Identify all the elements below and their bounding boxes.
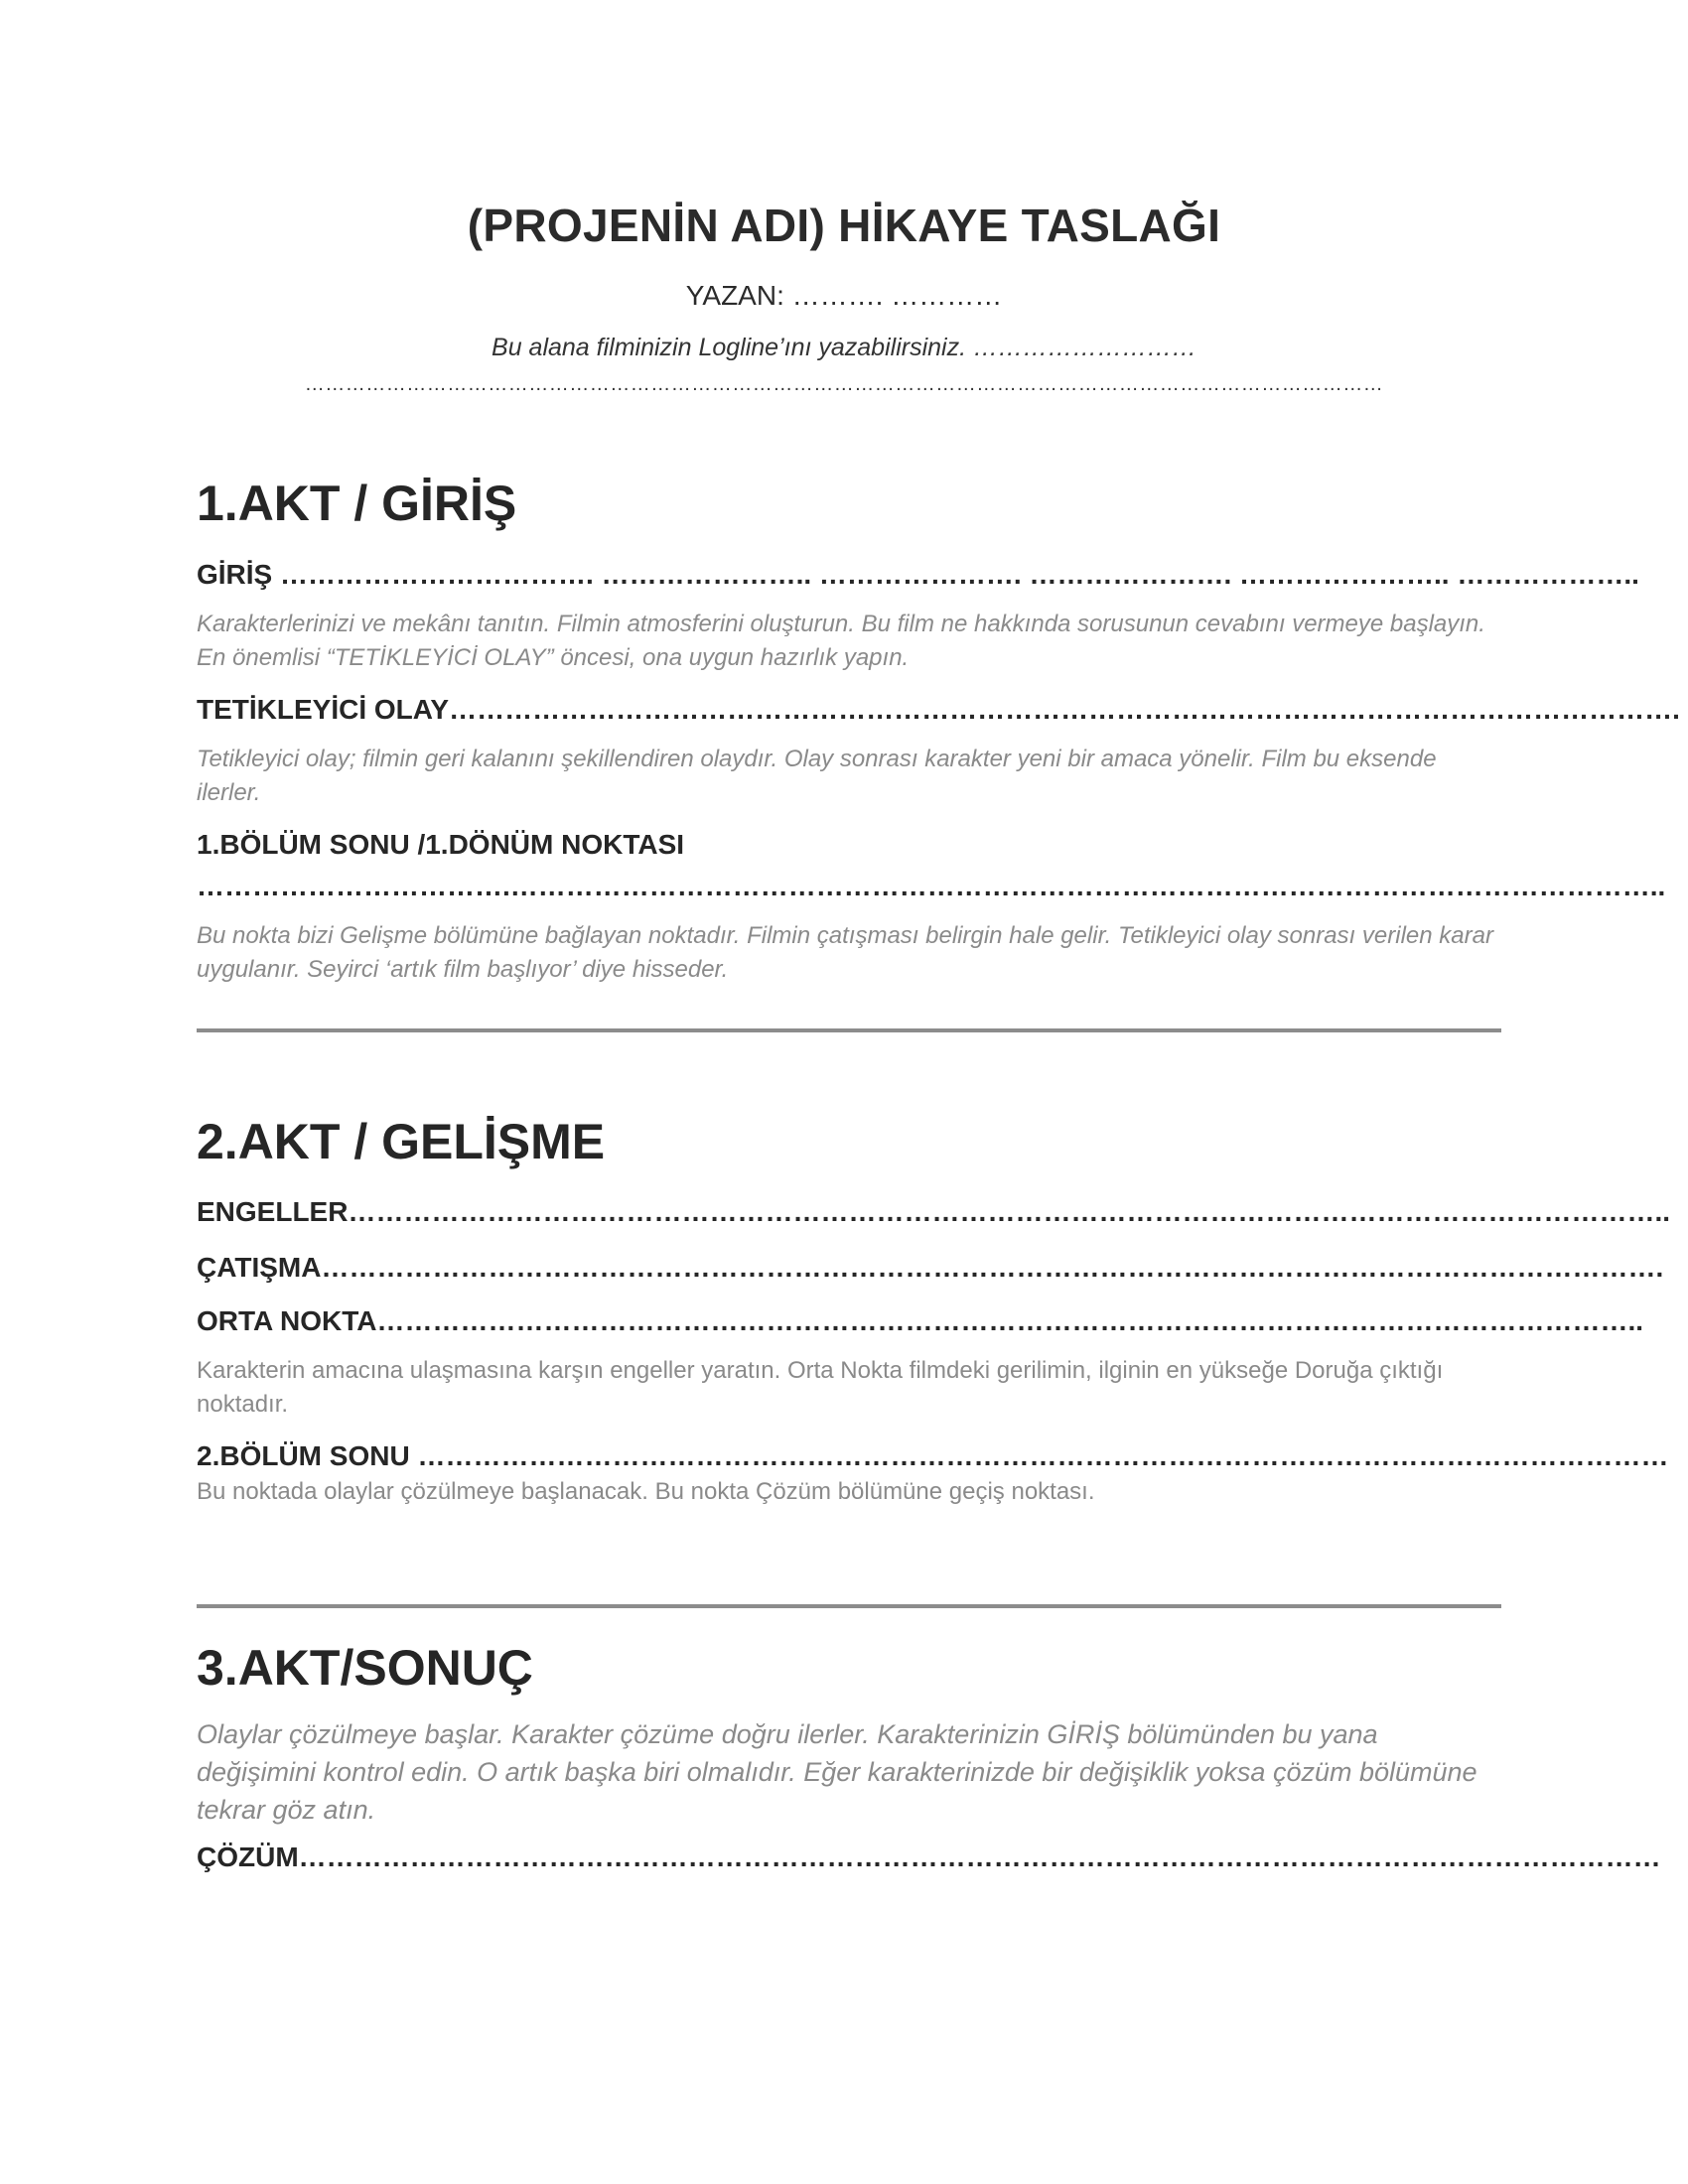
- sonuc-note: Olaylar çözülmeye başlar. Karakter çözüme doğru ilerler. Karakterinizin GİRİŞ bölümünden bu yana değişimini kontrol edin. O artık başka biri olmalıdır. Eğer karakterinizde bir değişiklik yoksa çözüm bölümüne tekrar göz atın.: [197, 1719, 1477, 1825]
- page-title: (PROJENİN ADI) HİKAYE TASLAĞI: [467, 200, 1221, 251]
- bolum1-sonu-dots: …………………………….……………………………………………………………………………………………………………..: [197, 871, 1666, 901]
- tetikleyici-olay-field: TETİKLEYİCİ OLAY…………………………………………………………………………………………………………………….: [197, 694, 1680, 725]
- author-line: YAZAN: ………. …………: [685, 280, 1003, 311]
- section-divider-1: [197, 1028, 1501, 1032]
- catisma-field: ÇATIŞMA……………………………………………………………………………………………………………………………….: [197, 1252, 1664, 1283]
- bolum1-sonu-label: 1.BÖLÜM SONU /1.DÖNÜM NOKTASI: [197, 829, 685, 860]
- logline-continuation: ……………………………………………………………………………………………………………………………………………: [304, 373, 1384, 395]
- logline-prompt: Bu alana filminizin Logline’ını yazabilirsiniz. ………………………: [492, 334, 1196, 361]
- act3-heading: 3.AKT/SONUÇ: [197, 1640, 533, 1696]
- section-divider-2: [197, 1604, 1501, 1608]
- giris-note: Karakterlerinizi ve mekânı tanıtın. Filmin atmosferini oluşturun. Bu film ne hakkında sorusunun cevabını vermeye başlayın. En önemlisi “TETİKLEYİCİ OLAY” öncesi, ona uygun hazırlık yapın.: [197, 611, 1485, 671]
- bolum2-sonu-field: 2.BÖLÜM SONU ………………………………………………………………………………………………………………………: [197, 1440, 1669, 1471]
- bolum2-sonu-note: Bu noktada olaylar çözülmeye başlanacak. Bu nokta Çözüm bölümüne geçiş noktası.: [197, 1478, 1095, 1505]
- orta-nokta-note: Karakterin amacına ulaşmasına karşın engeller yaratın. Orta Nokta filmdeki gerilimin, ilginin en yükseğe Doruğa çıktığı noktadır.: [197, 1357, 1444, 1418]
- act1-heading: 1.AKT / GİRİŞ: [197, 476, 517, 531]
- orta-nokta-field: ORTA NOKTA………………………………………………………………………………………………………………………..: [197, 1305, 1644, 1336]
- cozum-field: ÇÖZÜM…………………………………………………………………………………………………………………………………: [197, 1842, 1661, 1872]
- engeller-field: ENGELLER……………………………………………………………………………………………………………………………..: [197, 1196, 1671, 1227]
- bolum1-sonu-note: Bu nokta bizi Gelişme bölümüne bağlayan noktadır. Filmin çatışması belirgin hale gelir. Tetikleyici olay sonrası verilen karar uygulanır. Seyirci ‘artık film başlıyor’ diye hisseder.: [197, 922, 1493, 983]
- giris-field: GİRİŞ ……………………………. ………………….. …………………. …………………. ………………….. ………………..: [197, 559, 1639, 590]
- act2-heading: 2.AKT / GELİŞME: [197, 1114, 606, 1169]
- tetikleyici-olay-note: Tetikleyici olay; filmin geri kalanını şekillendiren olaydır. Olay sonrası karakter yeni bir amaca yönelir. Film bu eksende ilerler.: [197, 746, 1437, 806]
